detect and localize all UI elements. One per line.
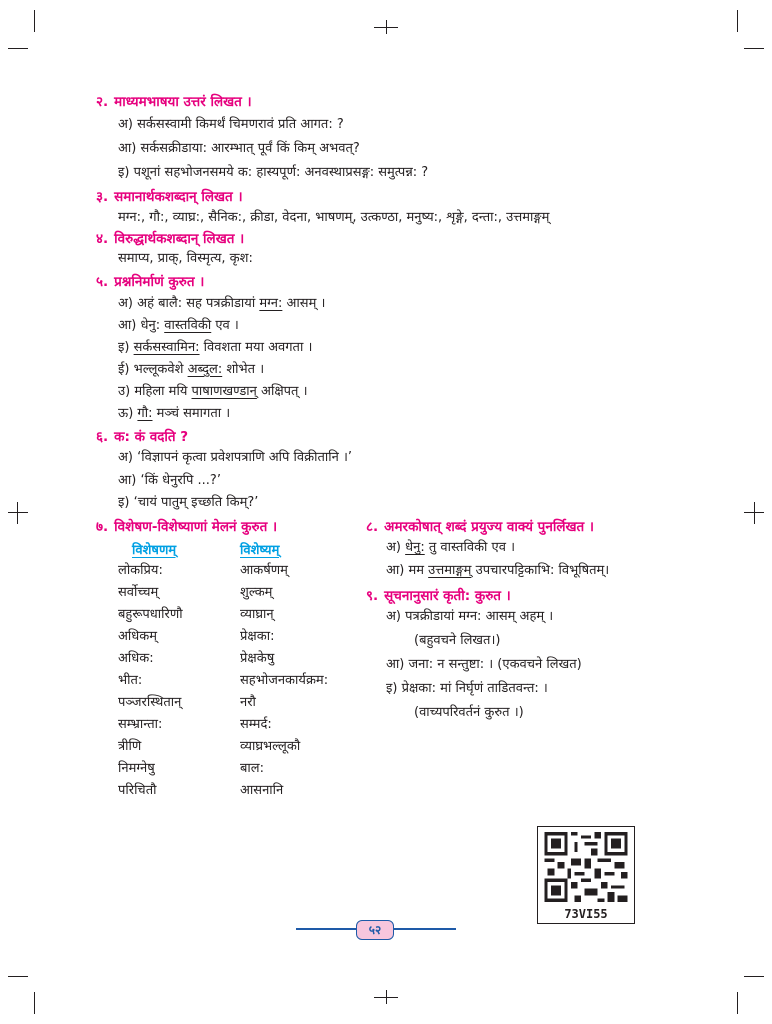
section-number: ९.: [366, 588, 379, 604]
word-list: समाप्य, प्राक्, विस्मृत्य, कृश:: [118, 251, 253, 266]
section-number: ५.: [96, 274, 109, 290]
match-left-item: बहुरूपधारिणौ: [118, 607, 183, 622]
underlined-word: अब्दुल:: [187, 362, 223, 377]
match-right-item: व्याघ्रभल्लूकौ: [240, 739, 301, 754]
question-item: [118, 362, 264, 378]
item-text: आ) मम: [386, 563, 429, 578]
qr-label: 73VI55: [564, 907, 608, 921]
section-title: अमरकोषात् शब्दं प्रयुज्य वाक्यं पुनर्लिखत ।: [384, 519, 595, 535]
section-title: माध्यमभाषया उत्तरं लिखत ।: [114, 94, 252, 110]
question-item: आ) ‘किं धेनुरपि ...?’: [118, 473, 221, 488]
underlined-word: मग्न:: [259, 296, 283, 311]
match-right-item: व्याघ्रान्: [240, 607, 274, 622]
match-left-item: सर्वोच्चम्: [118, 585, 159, 600]
item-text: इ): [118, 340, 134, 355]
underlined-word: उत्तमाङ्गम्: [428, 563, 472, 578]
question-item: [386, 563, 609, 579]
underlined-word: गौ:: [137, 406, 153, 421]
section-9-heading: [366, 586, 511, 604]
item-text: ऊ): [118, 406, 138, 421]
underlined-word: सर्कसस्वामिन:: [133, 340, 200, 355]
item-text: अ) अहं बालै: सह पत्रक्रीडायां: [118, 296, 260, 311]
item-text: अ): [386, 540, 406, 555]
item-text: तु वास्तविकी एव ।: [424, 540, 516, 555]
match-right-item: सम्मर्द:: [240, 717, 272, 732]
match-right-item: शुल्कम्: [240, 585, 273, 600]
section-title: विरुद्धार्थकशब्दान् लिखत ।: [114, 231, 245, 247]
match-left-item: भीत:: [118, 673, 143, 688]
match-left-item: सम्भ्रान्ता:: [118, 717, 163, 732]
question-item: अ) ‘विज्ञापनं कृत्वा प्रवेशपत्राणि अपि विक्रीतानि ।’: [118, 450, 353, 465]
question-item: अ) सर्कसस्वामी किमर्थं चिमणरावं प्रति आगत: ?: [118, 117, 344, 132]
instruction-note: (वाच्यपरिवर्तनं कुरुत ।): [414, 705, 524, 720]
question-item: [118, 318, 239, 334]
section-6-heading: [96, 427, 188, 445]
item-text: ई) भल्लूकवेशे: [118, 362, 188, 377]
item-text: उ) महिला मयि: [118, 384, 192, 399]
section-number: ७.: [96, 519, 109, 535]
item-text: मञ्चं समागता ।: [152, 406, 231, 421]
section-5-heading: [96, 272, 204, 290]
underlined-word: वास्तविकी: [164, 318, 212, 333]
page-number: ५२: [356, 920, 394, 940]
match-right-item: बाल:: [240, 761, 264, 776]
question-item: इ) पशूनां सहभोजनसमये क: हास्यपूर्ण: अनवस्थाप्रसङ्ग: समुत्पन्न: ?: [118, 165, 429, 180]
word-list: मग्न:, गौ:, व्याघ्र:, सैनिक:, क्रीडा, वेदना, भाषणम्, उत्कण्ठा, मनुष्य:, शृङ्गे, दन्ता:, उत्तमाङ्गम्: [118, 210, 550, 225]
column-head-visheshanam: विशेषणम्: [132, 543, 177, 558]
item-text: आसम् ।: [282, 296, 326, 311]
underlined-word: पाषाणखण्डान्: [191, 384, 257, 399]
section-2-heading: [96, 92, 252, 110]
section-8-heading: [366, 517, 594, 535]
item-text: एव ।: [211, 318, 239, 333]
question-item: इ) प्रेक्षका: मां निर्घृणं ताडितवन्त: ।: [386, 681, 548, 696]
question-item: [118, 406, 230, 422]
section-title: सूचनानुसारं कृती: कुरुत ।: [384, 588, 511, 604]
section-title: विशेषण-विशेष्याणां मेलनं कुरुत ।: [114, 519, 278, 535]
qr-code-icon: [543, 832, 629, 902]
question-item: आ) सर्कसक्रीडाया: आरम्भात् पूर्वं किं किम् अभवत्?: [118, 141, 360, 156]
question-item: [386, 540, 515, 556]
page-number-line-left: [296, 928, 356, 930]
section-title: क: कं वदति ?: [114, 429, 189, 445]
question-item: [118, 384, 308, 400]
section-number: २.: [96, 94, 109, 110]
match-left-item: निमग्नेषु: [118, 761, 155, 776]
section-title: समानार्थकशब्दान् लिखत ।: [114, 189, 243, 205]
section-number: ६.: [96, 429, 109, 445]
section-number: ३.: [96, 189, 109, 205]
match-right-item: प्रेक्षकेषु: [240, 651, 275, 666]
match-left-item: पञ्जरस्थितान्: [118, 695, 182, 710]
match-left-item: लोकप्रिय:: [118, 563, 163, 578]
section-number: ८.: [366, 519, 379, 535]
section-7-heading: [96, 517, 277, 535]
question-item: इ) ‘चायं पातुम् इच्छति किम्?’: [118, 495, 259, 510]
match-right-item: सहभोजनकार्यक्रम:: [240, 673, 329, 688]
question-item: [118, 340, 312, 356]
match-left-item: अधिकम्: [118, 629, 158, 644]
match-left-item: त्रीणि: [118, 739, 142, 754]
match-right-item: प्रेक्षका:: [240, 629, 275, 644]
match-left-item: परिचितौ: [118, 783, 157, 798]
match-left-item: अधिक:: [118, 651, 154, 666]
item-text: शोभेत ।: [222, 362, 265, 377]
qr-code[interactable]: [537, 826, 635, 924]
match-right-item: आकर्षणम्: [240, 563, 288, 578]
question-item: आ) जना: न सन्तुष्टा: । (एकवचने लिखत): [386, 657, 582, 672]
section-title: प्रश्ननिर्माणं कुरुत ।: [114, 274, 205, 290]
underlined-word: धेनु:: [405, 540, 425, 555]
question-item: [118, 296, 325, 312]
match-right-item: नरौ: [240, 695, 256, 710]
section-number: ४.: [96, 231, 109, 247]
match-right-item: आसनानि: [240, 783, 284, 798]
item-text: आ) धेनु:: [118, 318, 165, 333]
instruction-note: (बहुवचने लिखत।): [414, 633, 501, 648]
question-item: अ) पत्रक्रीडायां मग्न: आसम् अहम् ।: [386, 609, 554, 624]
item-text: अक्षिपत् ।: [256, 384, 308, 399]
item-text: उपचारपट्टिकाभि: विभूषितम्।: [471, 563, 610, 578]
column-head-visheshyam: विशेष्यम्: [240, 543, 280, 558]
item-text: विवशता मया अवगता ।: [199, 340, 313, 355]
page-number-line-right: [394, 928, 456, 930]
section-3-heading: [96, 187, 243, 205]
section-4-heading: [96, 229, 244, 247]
